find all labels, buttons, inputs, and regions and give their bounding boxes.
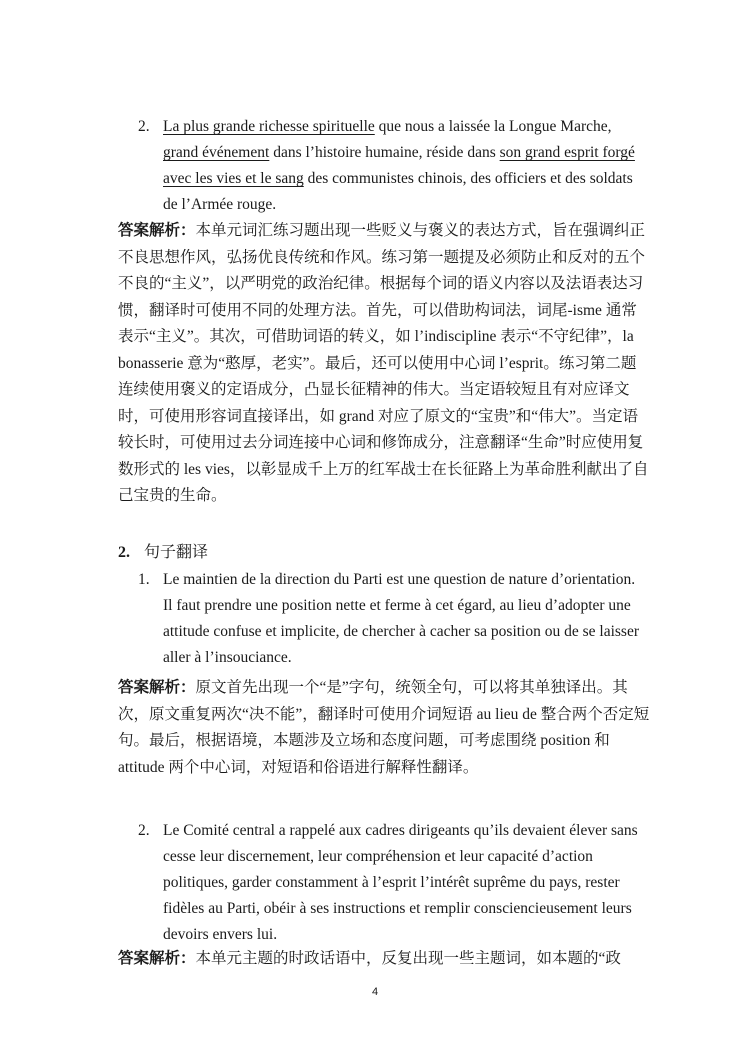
analysis-label: 答案解析： [118, 222, 196, 239]
answer-analysis-sentence-2 [118, 946, 650, 973]
section-title: 句子翻译 [144, 544, 209, 561]
analysis-text: 本单元主题的时政话语中，反复出现一些主题词，如本题的“政 [195, 950, 621, 967]
analysis-label: 答案解析： [118, 679, 196, 696]
analysis-label: 答案解析： [118, 950, 196, 967]
plain-text: que nous a laissée la Longue Marche, [374, 118, 612, 135]
page-number: 4 [371, 986, 379, 998]
underlined-phrase: grand événement [163, 144, 270, 161]
vocab-item-2 [138, 114, 648, 218]
item-text [163, 114, 648, 218]
plain-text: des communistes chinois, des officiers et des soldats de l’Armée rouge. [163, 170, 633, 213]
sentence-item-2 [138, 818, 648, 948]
item-text: Le maintien de la direction du Parti est une question de nature d’orientation. Il faut prendre une position nette et ferme à cet égard, au lieu d’adopter une attitude confuse et implicite, de chercher à cacher sa position ou de se laisser aller à l’insouciance. [163, 571, 640, 666]
underlined-phrase: La plus grande richesse spirituelle [163, 118, 375, 135]
underlined-phrase: son grand esprit forgé avec les vies et le sang [163, 144, 635, 187]
answer-analysis-sentence-1 [118, 675, 650, 781]
item-number: 2. [138, 822, 150, 839]
analysis-text: 本单元词汇练习题出现一些贬义与褒义的表达方式，旨在强调纠正不良思想作风，弘扬优良传统和作风。练习第一题提及必须防止和反对的五个不良的“主义”，以严明党的政治纪律。根据每个词的语义内容以及法语表达习惯，翻译时可使用不同的处理方法。首先，可以借助构词法，词尾-isme 通常表示“主义”。其次，可借助词语的转义，如 l’indiscipline 表示“不守纪律”，la bonasserie 意为“憨厚，老实”。最后，还可以使用中心词 l’esprit。练习第二题连续使用褒义的定语成分，凸显长征精神的伟大。当定语较短且有对应译文时，可使用形容词直接译出，如 grand 对应了原文的“宝贵”和“伟大”。当定语较长时，可使用过去分词连接中心词和修饰成分，注意翻译“生命”时应使用复数形式的 les vies，以彰显成千上万的红军战士在长征路上为革命胜利献出了自己宝贵的生命。 [118, 222, 649, 504]
section-heading [118, 541, 208, 565]
item-number: 2. [138, 118, 150, 135]
item-text: Le Comité central a rappelé aux cadres dirigeants qu’ils devaient élever sans cesse leur discernement, leur compréhension et leur capacité d’action politiques, garder constamment à l’esprit l’intérêt suprême du pays, rester fidèles au Parti, obéir à ses instructions et remplir consciencieusement leurs devoirs envers lui. [163, 822, 638, 943]
plain-text: dans l’histoire humaine, réside dans [269, 144, 500, 161]
analysis-text: 原文首先出现一个“是”字句，统领全句，可以将其单独译出。其次，原文重复两次“决不能”，翻译时可使用介词短语 au lieu de 整合两个否定短句。最后，根据语境，本题涉及立场和态度问题，可考虑围绕 position 和 attitude 两个中心词，对短语和俗语进行解释性翻译。 [118, 679, 650, 776]
answer-analysis-vocab [118, 218, 650, 510]
item-number: 1. [138, 571, 150, 588]
sentence-item-1 [138, 567, 648, 671]
section-number: 2. [118, 544, 130, 561]
